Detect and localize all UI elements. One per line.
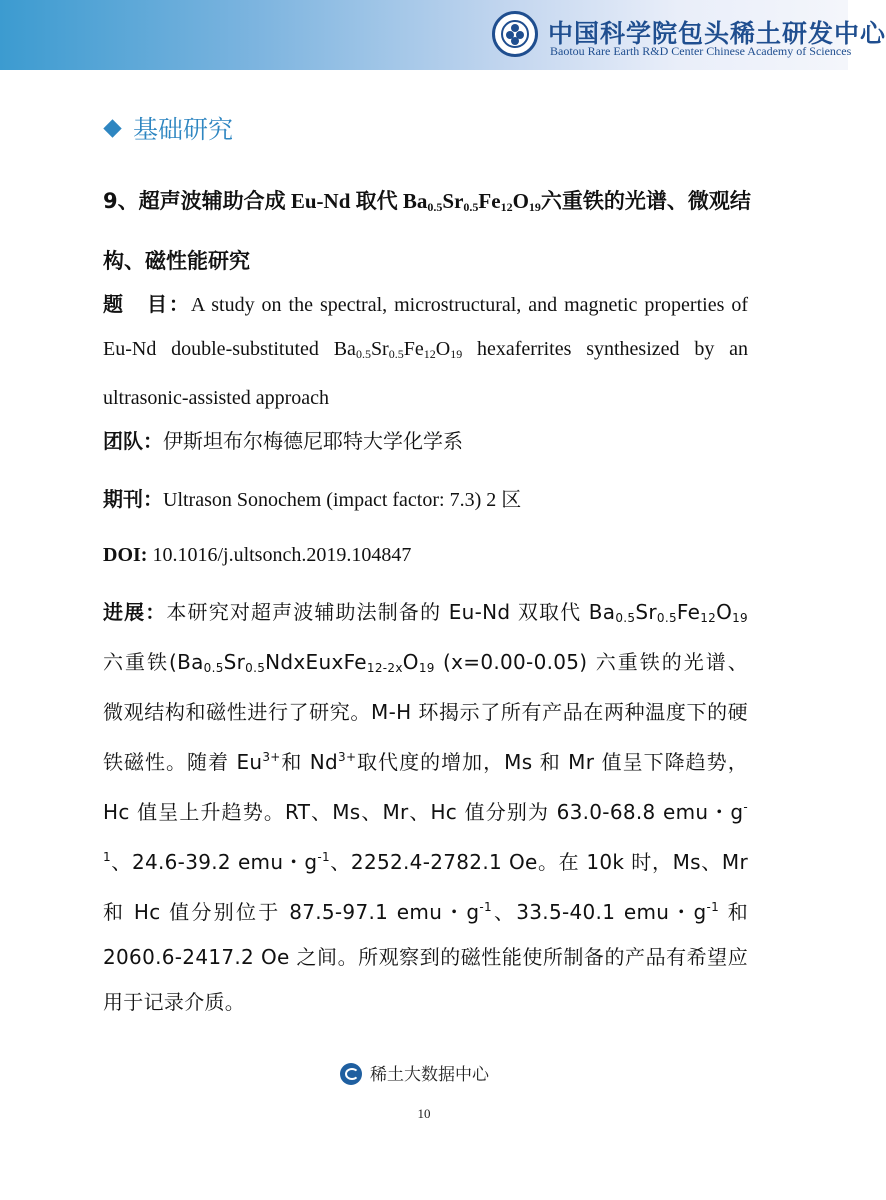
doi-field: [103, 538, 748, 572]
page-number: 10: [417, 1106, 431, 1121]
team-label: 团队：: [103, 429, 163, 453]
team-field: [103, 424, 748, 459]
journal-field: [103, 482, 748, 517]
progress-field: [103, 590, 748, 1025]
journal-label: 期刊：: [103, 487, 163, 511]
title-formula: $Ba_{0.5}Sr_{0.5}Fe_{12}O_{19}$: [402, 189, 541, 214]
topic-text-end: hexaferrites synthesized by an ultrasonic-assisted approach: [103, 338, 749, 409]
cas-logo-icon: [492, 11, 538, 57]
footer-brand-label: 稀土大数据中心: [370, 1065, 489, 1085]
topic-field: [103, 282, 748, 420]
topic-text: A study on the spectral, microstructural, and magnetic properties of Eu-Nd double-substituted: [103, 294, 749, 360]
title-element: Eu-Nd: [290, 189, 351, 213]
bigdata-logo-icon: [340, 1063, 362, 1085]
doi-label: DOI:: [103, 544, 148, 566]
footer-brand: [340, 1060, 489, 1084]
section-label: 基础研究: [133, 115, 234, 144]
org-name-cn: 中国科学院包头稀土研发中心: [548, 19, 886, 48]
doi-value: 10.1016/j.ultsonch.2019.104847: [152, 544, 412, 566]
header-banner: [0, 0, 886, 70]
org-name-en: Baotou Rare Earth R&D Center Chinese Academy of Sciences: [550, 44, 852, 58]
progress-label: 进展：: [103, 600, 167, 624]
title-substituted: 取代: [355, 189, 398, 213]
diamond-icon: [103, 119, 121, 137]
topic-formula: $Ba_{0.5}Sr_{0.5}Fe_{12}O_{19}$: [333, 338, 463, 361]
progress-text: 本研究对超声波辅助法制备的 Eu-Nd 双取代 $Ba_{0.5}Sr_{0.5}Fe_{12}O_{19}$ 六重铁($Ba_{0.5}Sr_{0.5}NdxEuxFe_{12-2x}O_{19}$ (x=0.00-0.05) 六重铁的光谱、微观结构和磁性进行了研究。M-H 环揭示了所有产品在两种温度下的硬铁磁性。随着 $Eu^{3+}$和 $Nd^{3+}$取代度的增加，Ms 和 Mr 值呈下降趋势，Hc 值呈上升趋势。RT、Ms、Mr、Hc 值分别为 63.0-68.8 emu・$g^{-1}$、24.6-39.2 emu・$g^{-1}$、2252.4-2782.1 Oe。在 10k 时，Ms、Mr 和 Hc 值分别位于 87.5-97.1 emu・$g^{-1}$、33.5-40.1 emu・$g^{-1}$ 和 2060.6-2417.2 Oe 之间。所观察到的磁性能使所制备的产品有希望应用于记录介质。: [103, 600, 749, 1014]
team-value: 伊斯坦布尔梅德尼耶特大学化学系: [163, 429, 463, 453]
journal-value: Ultrason Sonochem (impact factor: 7.3) 2 区: [163, 489, 522, 511]
title-prefix: 9、超声波辅助合成: [103, 189, 286, 213]
title-line2: 六重铁的光谱、微观结构、磁性能研究: [103, 189, 751, 273]
section-heading: [103, 110, 233, 146]
topic-label: 题 目：: [103, 292, 191, 316]
article-title: [103, 174, 753, 288]
